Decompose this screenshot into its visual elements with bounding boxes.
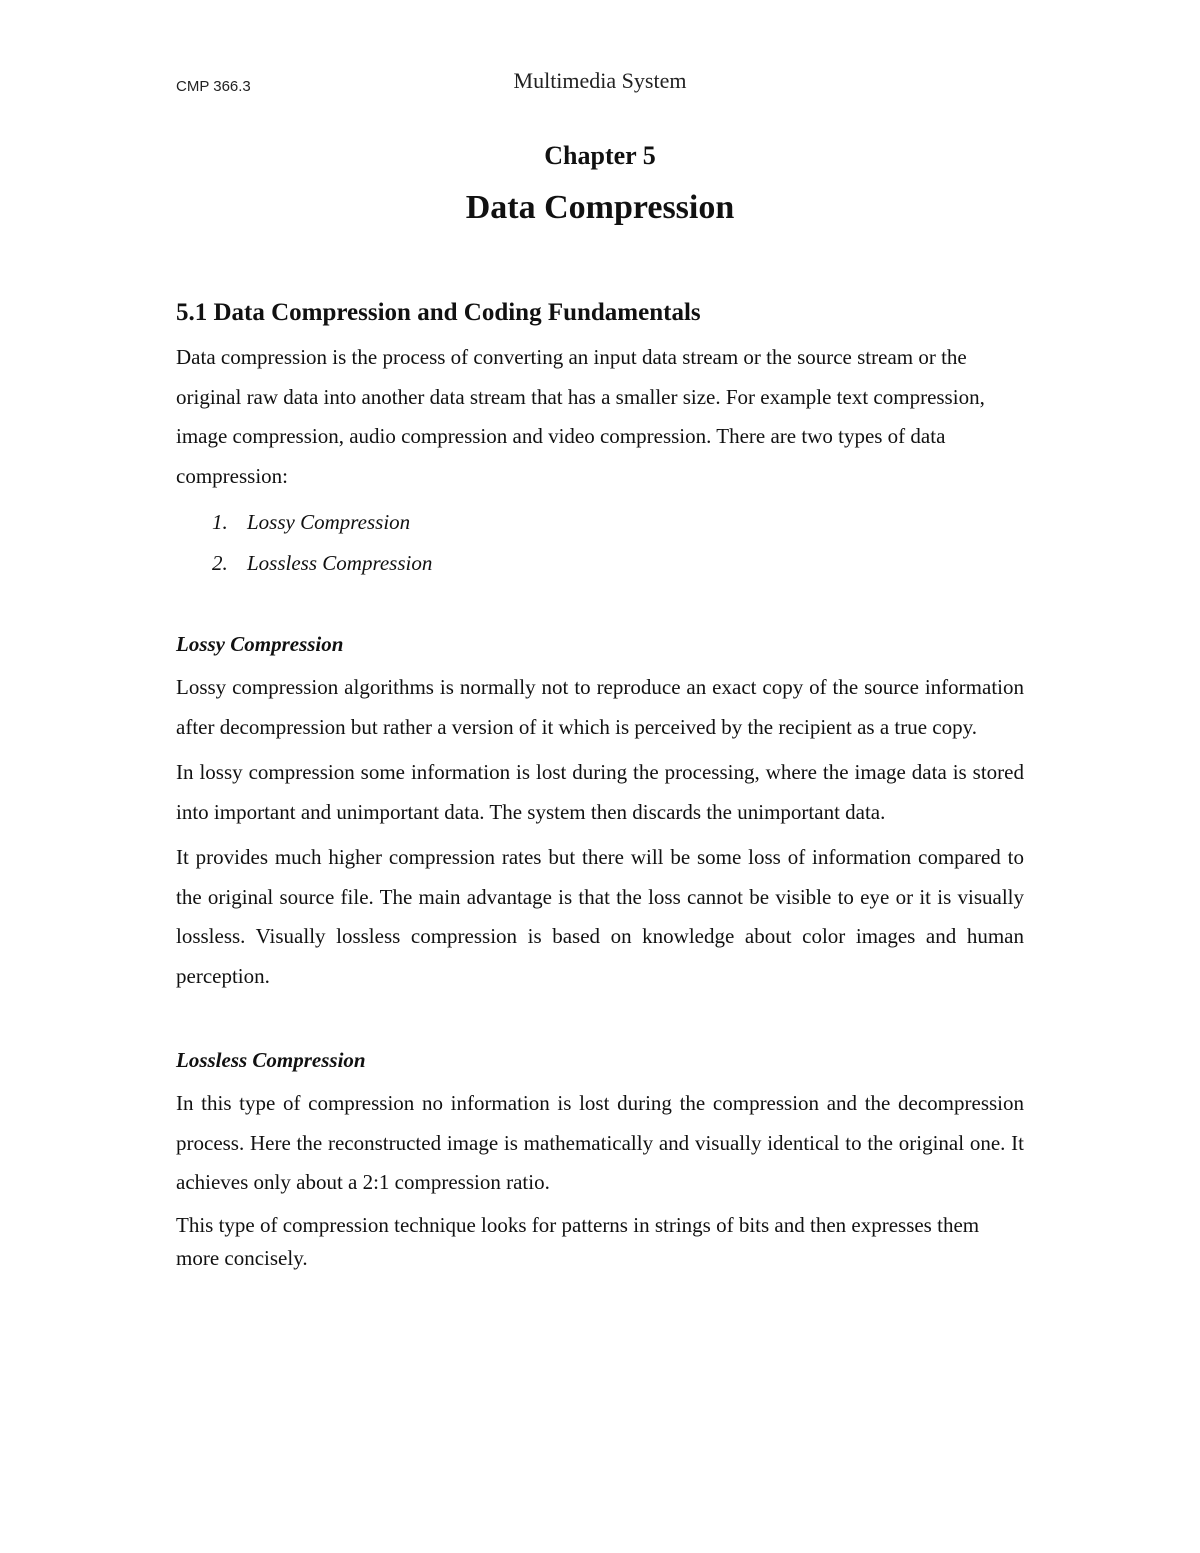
lossless-paragraph: This type of compression technique looks for patterns in strings of bits and then expresses them more concisely. xyxy=(176,1212,980,1270)
intro-paragraph: Data compression is the process of converting an input data stream or the source stream or the original raw data into another data stream that has a smaller size. For example text compression, image compression, audio compression and video compression. There are two types of data compression: xyxy=(176,345,985,488)
course-code: CMP 366.3 xyxy=(176,78,251,95)
list-item-label: Lossless Compression xyxy=(247,551,433,575)
document-body xyxy=(176,296,1024,1281)
section-heading: 5.1 Data Compression and Coding Fundamentals xyxy=(176,299,701,326)
list-item-number: 1. xyxy=(212,510,228,534)
list-item xyxy=(212,543,1024,584)
list-item xyxy=(212,502,1024,543)
lossy-paragraph: In lossy compression some information is lost during the processing, where the image data is stored into important and unimportant data. The system then discards the unimportant data. xyxy=(176,760,1024,824)
chapter-title: Data Compression xyxy=(465,189,735,226)
lossy-paragraph: It provides much higher compression rates but there will be some loss of information compared to the original source file. The main advantage is that the loss cannot be visible to eye or it is visually lossless. Visually lossless compression is based on knowledge about color images and human perception. xyxy=(176,845,1024,988)
compression-types-list xyxy=(176,502,1024,584)
list-item-number: 2. xyxy=(212,551,228,575)
spacer xyxy=(176,1002,1024,1040)
list-item-label: Lossy Compression xyxy=(247,510,411,534)
chapter-label: Chapter 5 xyxy=(544,141,656,170)
lossy-heading: Lossy Compression xyxy=(176,632,344,656)
lossy-paragraph: Lossy compression algorithms is normally not to reproduce an exact copy of the source information after decompression but rather a version of it which is perceived by the recipient as a true copy. xyxy=(176,675,1024,739)
lossless-heading: Lossless Compression xyxy=(176,1048,366,1072)
lossless-paragraph: In this type of compression no information is lost during the compression and the decompression process. Here the reconstructed image is mathematically and visually identical to the original one. It achieves only about a 2:1 compression ratio. xyxy=(176,1091,1024,1194)
spacer xyxy=(176,584,1024,624)
running-title: Multimedia System xyxy=(513,68,687,93)
